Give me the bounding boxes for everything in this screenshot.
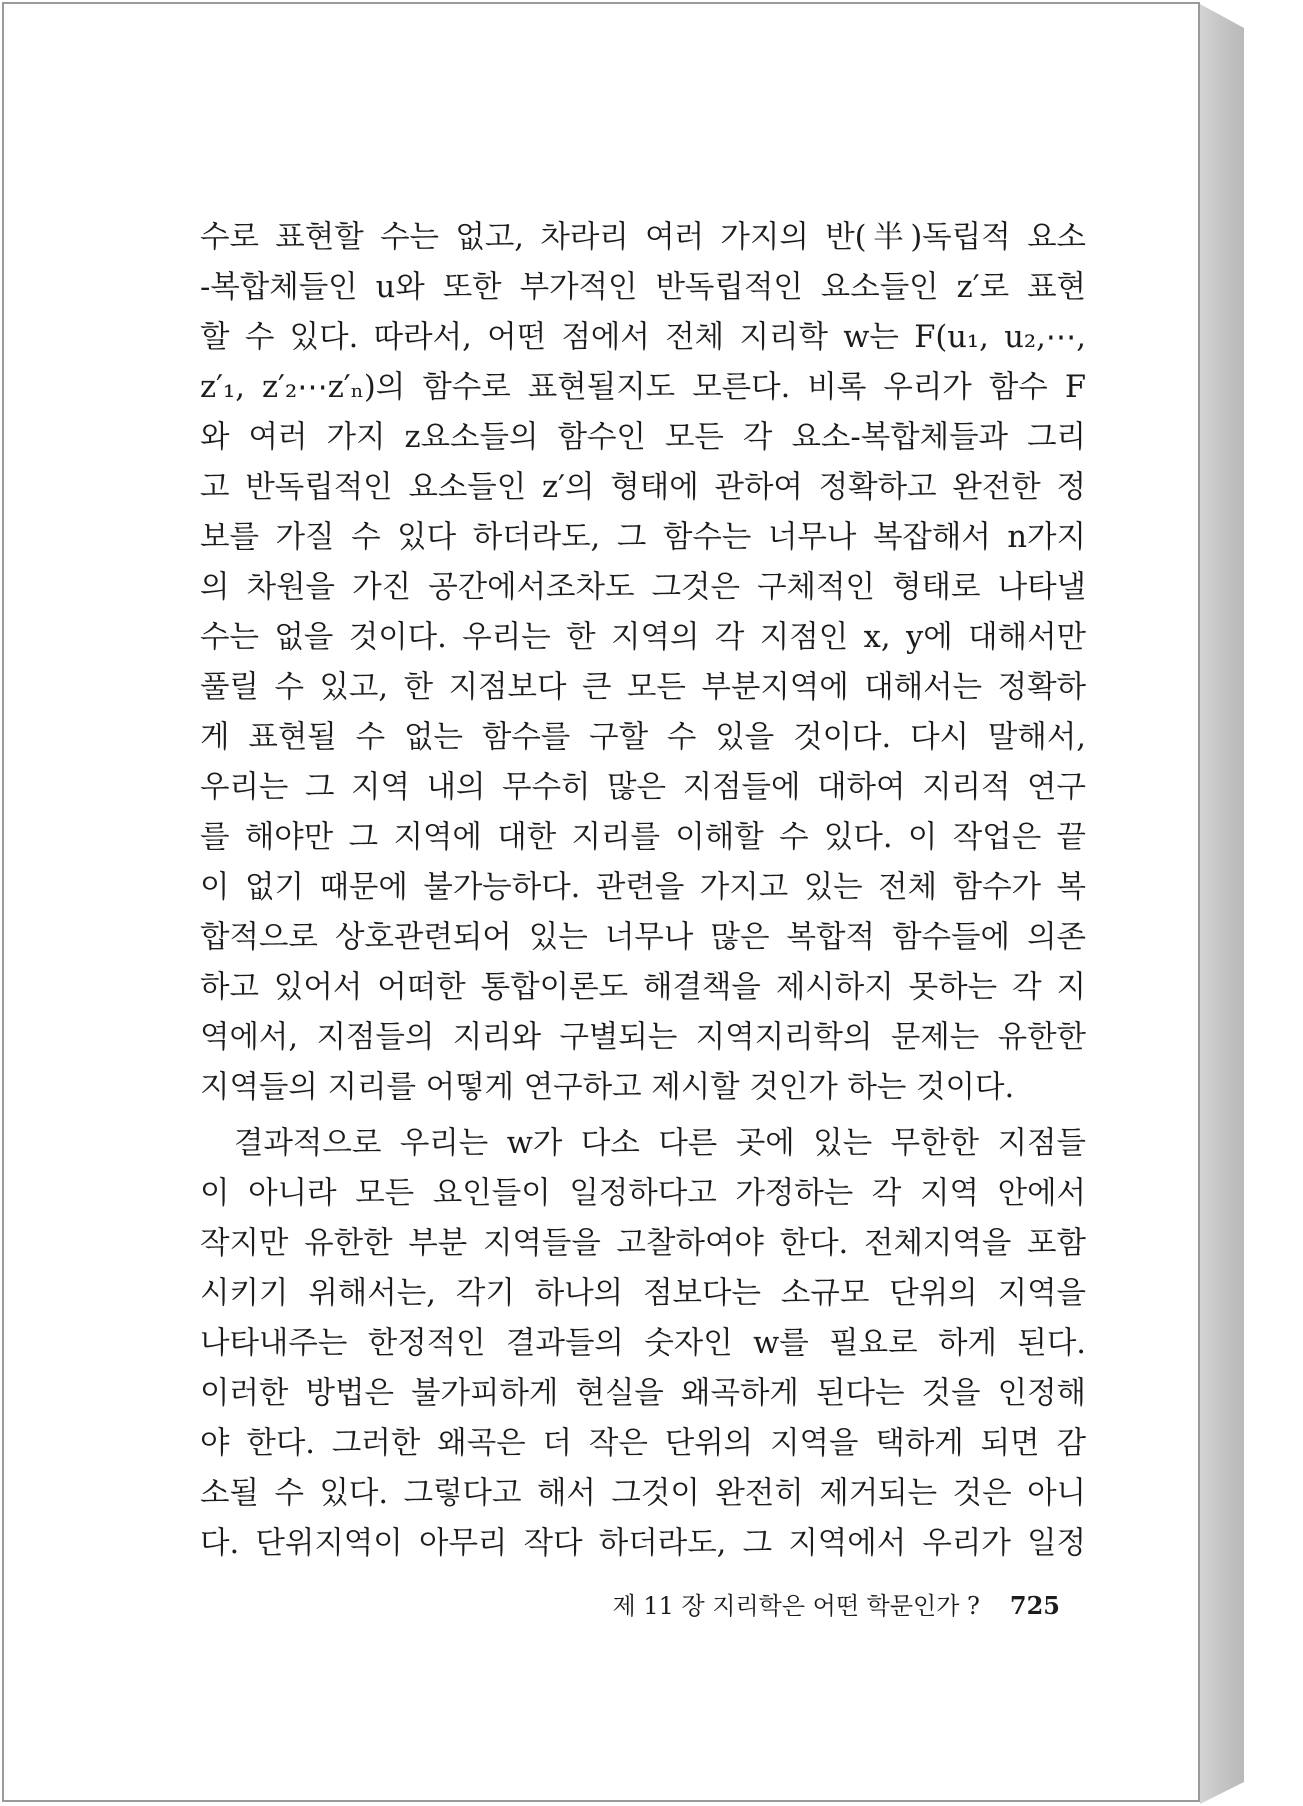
text-line: 수는 없을 것이다. 우리는 한 지역의 각 지점인 x, y에 대해서만 bbox=[200, 620, 1086, 655]
page-edge-shadow bbox=[1200, 4, 1244, 1804]
text-line: 시키기 위해서는, 각기 하나의 점보다는 소규모 단위의 지역을 bbox=[200, 1276, 1086, 1311]
text-line: 소될 수 있다. 그렇다고 해서 그것이 완전히 제거되는 것은 아니 bbox=[200, 1476, 1086, 1511]
text-line: 우리는 그 지역 내의 무수히 많은 지점들에 대하여 지리적 연구 bbox=[200, 770, 1086, 805]
running-head: 제 11 장 지리학은 어떤 학문인가 ? bbox=[612, 1592, 980, 1620]
text-line: 게 표현될 수 없는 함수를 구할 수 있을 것이다. 다시 말해서, bbox=[200, 720, 1086, 755]
paragraph-2 bbox=[200, 1119, 1086, 1569]
text-line: 풀릴 수 있고, 한 지점보다 큰 모든 부분지역에 대해서는 정확하 bbox=[200, 670, 1086, 705]
text-line: 수로 표현할 수는 없고, 차라리 여러 가지의 반(半)독립적 요소 bbox=[200, 220, 1086, 255]
text-line: 다. 단위지역이 아무리 작다 하더라도, 그 지역에서 우리가 일정 bbox=[200, 1526, 1086, 1561]
text-line: z′₁, z′₂⋯z′ₙ)의 함수로 표현될지도 모른다. 비록 우리가 함수 F bbox=[200, 370, 1086, 405]
text-line: 야 한다. 그러한 왜곡은 더 작은 단위의 지역을 택하게 되면 감 bbox=[200, 1426, 1086, 1461]
text-line: 결과적으로 우리는 w가 다소 다른 곳에 있는 무한한 지점들 bbox=[234, 1126, 1086, 1161]
text-line: 이 없기 때문에 불가능하다. 관련을 가지고 있는 전체 함수가 복 bbox=[200, 870, 1086, 905]
text-line: 보를 가질 수 있다 하더라도, 그 함수는 너무나 복잡해서 n가지 bbox=[200, 520, 1086, 555]
text-line: 합적으로 상호관련되어 있는 너무나 많은 복합적 함수들에 의존 bbox=[200, 920, 1086, 955]
text-line: 이러한 방법은 불가피하게 현실을 왜곡하게 된다는 것을 인정해 bbox=[200, 1376, 1086, 1411]
text-line: 작지만 유한한 부분 지역들을 고찰하여야 한다. 전체지역을 포함 bbox=[200, 1226, 1086, 1261]
paragraph-1 bbox=[200, 213, 1086, 1113]
page-footer bbox=[613, 1590, 1061, 1622]
text-line: 할 수 있다. 따라서, 어떤 점에서 전체 지리학 w는 F(u₁, u₂,⋯, bbox=[200, 320, 1086, 355]
text-line: 의 차원을 가진 공간에서조차도 그것은 구체적인 형태로 나타낼 bbox=[200, 570, 1086, 605]
text-line: 하고 있어서 어떠한 통합이론도 해결책을 제시하지 못하는 각 지 bbox=[200, 970, 1086, 1005]
text-line: 역에서, 지점들의 지리와 구별되는 지역지리학의 문제는 유한한 bbox=[200, 1020, 1086, 1055]
page-body-text bbox=[200, 213, 1086, 1569]
text-line: 고 반독립적인 요소들인 z′의 형태에 관하여 정확하고 완전한 정 bbox=[200, 470, 1086, 505]
page-number: 725 bbox=[1009, 1591, 1060, 1620]
text-line: 나타내주는 한정적인 결과들의 숫자인 w를 필요로 하게 된다. bbox=[200, 1326, 1086, 1361]
text-line: 를 해야만 그 지역에 대한 지리를 이해할 수 있다. 이 작업은 끝 bbox=[200, 820, 1086, 855]
text-line: 이 아니라 모든 요인들이 일정하다고 가정하는 각 지역 안에서 bbox=[200, 1176, 1086, 1211]
text-line: 지역들의 지리를 어떻게 연구하고 제시할 것인가 하는 것이다. bbox=[200, 1070, 1015, 1105]
text-line: 와 여러 가지 z요소들의 함수인 모든 각 요소-복합체들과 그리 bbox=[200, 420, 1086, 455]
text-line: -복합체들인 u와 또한 부가적인 반독립적인 요소들인 z′로 표현 bbox=[200, 270, 1086, 305]
